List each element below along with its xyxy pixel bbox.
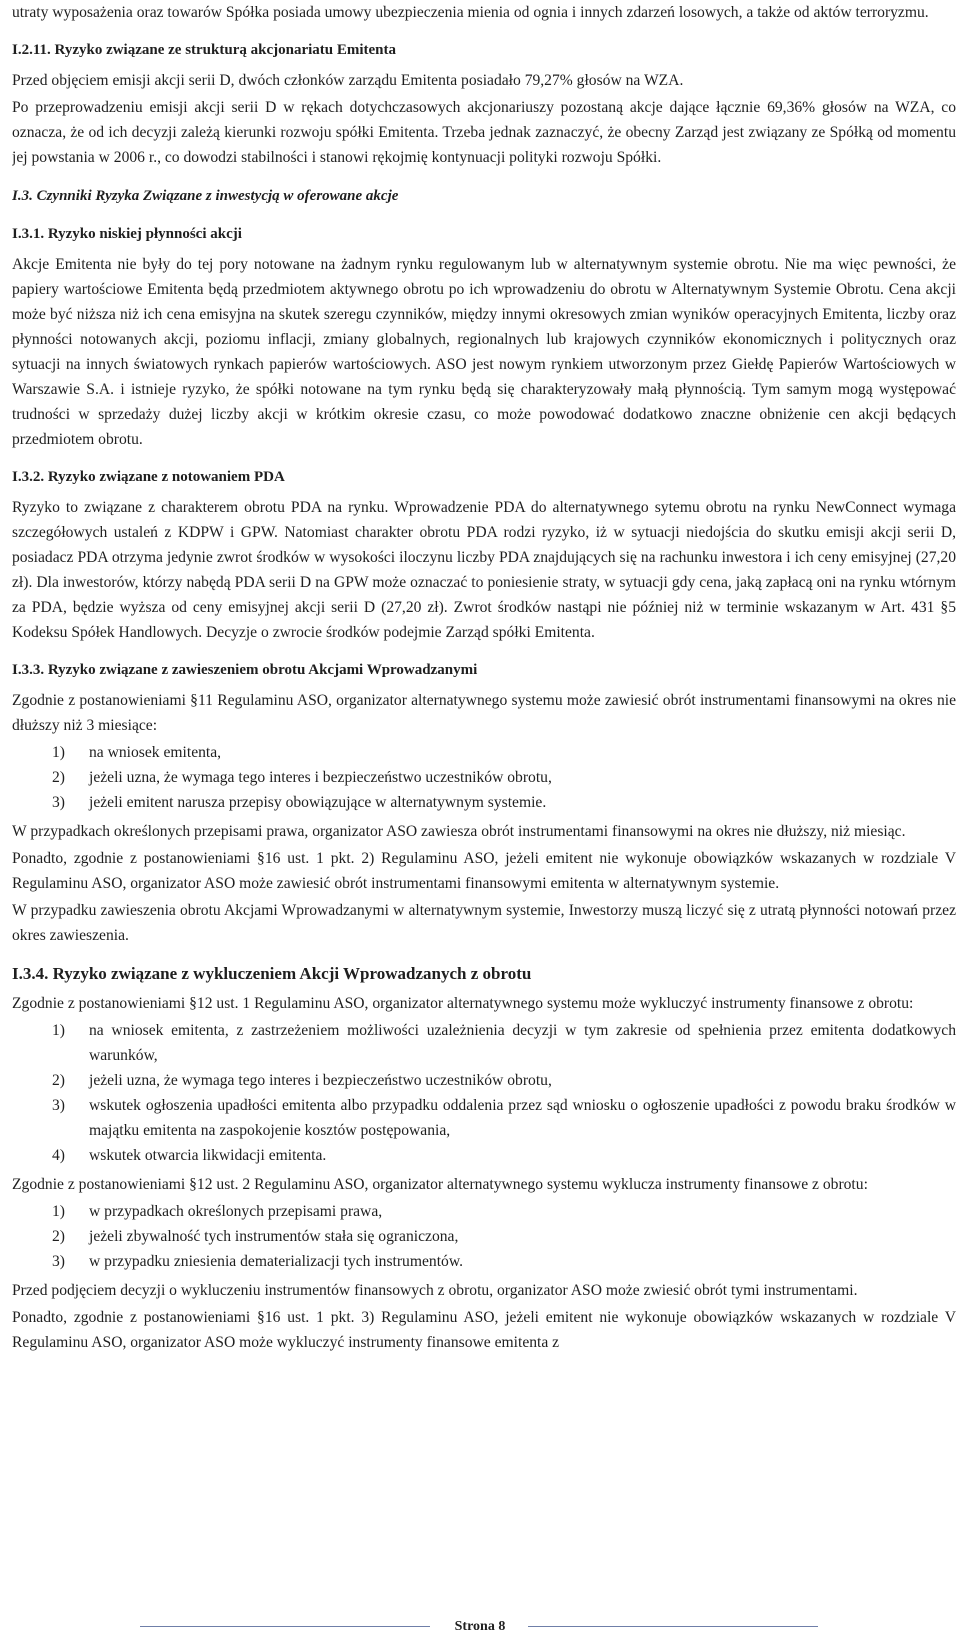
list-item-text: na wniosek emitenta, z zastrzeżeniem możliwości uzależnienia decyzji w tym zakresie od spełnienia przez emitenta dodatkowych warunków, [89,1022,956,1064]
list-item [12,740,956,765]
section-heading: I.3.3. Ryzyko związane z zawieszeniem obrotu Akcjami Wprowadzanymi [12,662,478,678]
paragraph: Zgodnie z postanowieniami §12 ust. 1 Regulaminu ASO, organizator alternatywnego systemu może wykluczyć instrumenty finansowe z obrotu: [12,995,914,1012]
list-item-text: jeżeli emitent narusza przepisy obowiązujące w alternatywnym systemie. [89,794,547,811]
numbered-list [12,1018,956,1168]
paragraph: Akcje Emitenta nie były do tej pory notowane na żadnym rynku regulowanym lub w alternatywnym systemie obrotu. Nie ma więc pewności, że papiery wartościowe Emitenta będą przedmiotem aktywnego obrotu po ich wprowadzeniu do obrotu w Alternatywnym Systemie Obrotu. Cena akcji może być niższa niż ich cena emisyjna na skutek szeregu czynników, między innymi okresowych zmian wyników operacyjnych Emitenta, liczby oraz płynności notowanych akcji, poziomu inflacji, zmiany globalnych, regionalnych lub krajowych czynników ekonomicznych i politycznych oraz sytuacji na innych światowych rynkach papierów wartościowych. ASO jest nowym rynkiem utworzonym przez Giełdę Papierów Wartościowych w Warszawie S.A. i istnieje ryzyko, że spółki notowane na tym rynku będą się charakteryzowały małą płynnością. Tym samym mogą występować trudności w sprzedaży dużej liczby akcji w krótkim okresie czasu, co może powodować dodatkowo znaczne obniżenie cen akcji będących przedmiotem obrotu. [12,256,956,448]
list-item-text: jeżeli uzna, że wymaga tego interes i bezpieczeństwo uczestników obrotu, [89,769,552,786]
list-item-number: 1) [52,1022,65,1039]
paragraph: Zgodnie z postanowieniami §11 Regulaminu ASO, organizator alternatywnego systemu może zawiesić obrót instrumentami finansowymi na okres nie dłuższy niż 3 miesiące: [12,692,956,734]
paragraph: Przed objęciem emisji akcji serii D, dwóch członków zarządu Emitenta posiadało 79,27% głosów na WZA. [12,72,684,89]
list-item [12,1018,956,1068]
list-item-number: 3) [52,794,65,811]
list-item-text: w przypadkach określonych przepisami prawa, [89,1203,383,1220]
list-item [12,1093,956,1143]
numbered-list [12,740,956,815]
paragraph: W przypadku zawieszenia obrotu Akcjami Wprowadzanymi w alternatywnym systemie, Inwestorzy muszą liczyć się z utratą płynności notowań przez okres zawieszenia. [12,902,956,944]
numbered-list [12,1199,956,1274]
paragraph: Ponadto, zgodnie z postanowieniami §16 ust. 1 pkt. 2) Regulaminu ASO, jeżeli emitent nie wykonuje obowiązków wskazanych w rozdziale V Regulaminu ASO, organizator ASO może zawiesić obrót instrumentami finansowymi emitenta w alternatywnym systemie. [12,850,956,892]
section-heading: I.2.11. Ryzyko związane ze strukturą akcjonariatu Emitenta [12,42,397,58]
paragraph: Po przeprowadzeniu emisji akcji serii D w rękach dotychczasowych akcjonariuszy pozostaną akcje dające łącznie 69,36% głosów na WZA, co oznacza, że od ich decyzji zależą kierunki rozwoju spółki Emitenta. Trzeba jednak zaznaczyć, że obecny Zarząd jest związany ze Spółką od momentu jej powstania w 2006 r., co dowodzi stabilności i stanowi rękojmię kontynuacji polityki rozwoju Spółki. [12,99,956,166]
paragraph: utraty wyposażenia oraz towarów Spółka posiada umowy ubezpieczenia mienia od ognia i innych zdarzeń losowych, a także od aktów terroryzmu. [12,4,929,21]
list-item-text: wskutek otwarcia likwidacji emitenta. [89,1147,327,1164]
list-item-text: jeżeli uzna, że wymaga tego interes i bezpieczeństwo uczestników obrotu, [89,1072,552,1089]
list-item [12,1224,956,1249]
list-item [12,1143,956,1168]
list-item-text: jeżeli zbywalność tych instrumentów stała się ograniczona, [89,1228,459,1245]
list-item [12,1068,956,1093]
section-heading: I.3.4. Ryzyko związane z wykluczeniem Akcji Wprowadzanych z obrotu [12,964,532,983]
list-item [12,1249,956,1274]
paragraph: Przed podjęciem decyzji o wykluczeniu instrumentów finansowych z obrotu, organizator ASO może zwiesić obrót tymi instrumentami. [12,1282,858,1299]
list-item-number: 3) [52,1253,65,1270]
list-item-number: 3) [52,1097,65,1114]
list-item-text: na wniosek emitenta, [89,744,222,761]
list-item-number: 2) [52,1072,65,1089]
section-heading: I.3. Czynniki Ryzyka Związane z inwestycją w oferowane akcje [12,188,399,204]
list-item-number: 4) [52,1147,65,1164]
section-heading: I.3.1. Ryzyko niskiej płynności akcji [12,226,242,242]
document-page [12,0,956,1600]
footer-rule-left [140,1626,430,1627]
paragraph: Ryzyko to związane z charakterem obrotu PDA na rynku. Wprowadzenie PDA do alternatywnego sytemu obrotu na rynku NewConnect wymaga szczegółowych ustaleń z KDPW i GPW. Natomiast charakter obrotu PDA rodzi ryzyko, iż w sytuacji niedojścia do skutku emisji akcji serii D, posiadacz PDA otrzyma jedynie zwrot środków w wysokości iloczynu liczby PDA znajdujących się na rachunku inwestora i ich ceny emisyjnej (27,20 zł). Dla inwestorów, którzy nabędą PDA serii D na GPW może oznaczać to poniesienie straty, w sytuacji gdy cena, jaką zapłacą oni na rynku wtórnym za PDA, będzie wyższa od ceny emisyjnej akcji serii D (27,20 zł). Zwrot środków nastąpi nie później niż w terminie wskazanym w Art. 431 §5 Kodeksu Spółek Handlowych. Decyzje o zwrocie środków podejmie Zarząd spółki Emitenta. [12,499,956,641]
list-item [12,765,956,790]
list-item [12,1199,956,1224]
page-number: Strona 8 [447,1619,514,1635]
paragraph: W przypadkach określonych przepisami prawa, organizator ASO zawiesza obrót instrumentami finansowymi na okres nie dłuższy, niż miesiąc. [12,823,906,840]
footer-rule-right [528,1626,818,1627]
page-footer [0,1616,960,1637]
list-item-number: 2) [52,1228,65,1245]
paragraph: Zgodnie z postanowieniami §12 ust. 2 Regulaminu ASO, organizator alternatywnego systemu wyklucza instrumenty finansowe z obrotu: [12,1176,868,1193]
paragraph: Ponadto, zgodnie z postanowieniami §16 ust. 1 pkt. 3) Regulaminu ASO, jeżeli emitent nie wykonuje obowiązków wskazanych w rozdziale V Regulaminu ASO, organizator ASO może wykluczyć instrumenty finansowe emitenta z [12,1309,956,1351]
section-heading: I.3.2. Ryzyko związane z notowaniem PDA [12,469,285,485]
list-item-number: 1) [52,744,65,761]
list-item [12,790,956,815]
list-item-number: 2) [52,769,65,786]
list-item-text: w przypadku zniesienia dematerializacji tych instrumentów. [89,1253,463,1270]
list-item-number: 1) [52,1203,65,1220]
list-item-text: wskutek ogłoszenia upadłości emitenta albo przypadku oddalenia przez sąd wniosku o ogłoszenie upadłości z powodu braku środków w majątku emitenta na zaspokojenie kosztów postępowania, [89,1097,956,1139]
